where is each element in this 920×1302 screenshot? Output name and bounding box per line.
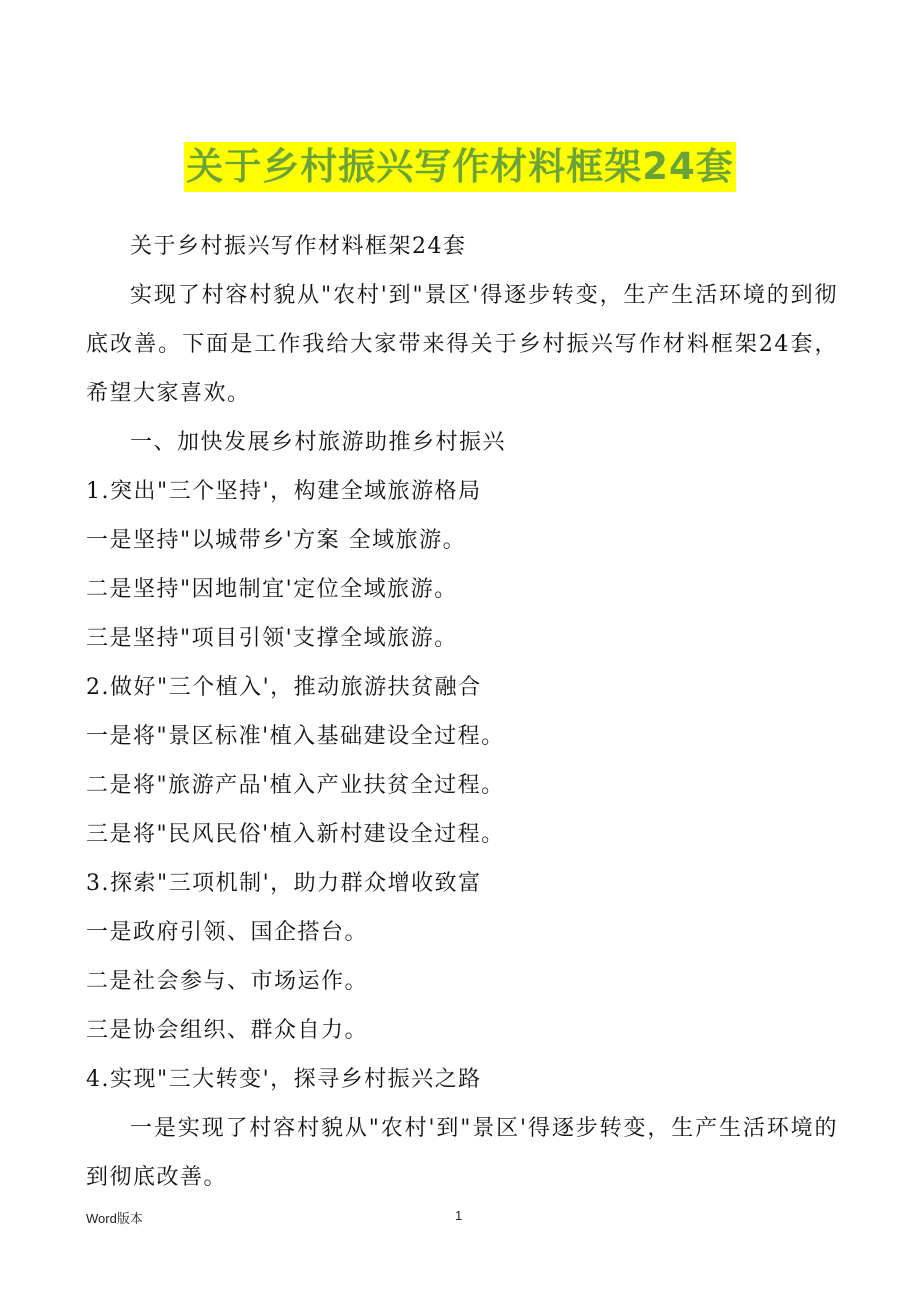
list-item: 三是协会组织、群众自力。 (86, 1018, 369, 1043)
subheading: 4.实现"三大转变'，探寻乡村振兴之路 (86, 1067, 482, 1092)
section-heading: 一、加快发展乡村旅游助推乡村振兴 (130, 430, 507, 455)
subheading: 2.做好"三个植入'，推动旅游扶贫融合 (86, 675, 482, 700)
document-title: 关于乡村振兴写作材料框架24套 (184, 142, 736, 192)
title-container (0, 142, 920, 192)
list-item: 一是政府引领、国企搭台。 (86, 920, 369, 945)
list-item: 二是将"旅游产品'植入产业扶贫全过程。 (86, 773, 505, 798)
list-item: 二是社会参与、市场运作。 (86, 969, 369, 994)
list-item: 三是将"民风民俗'植入新村建设全过程。 (86, 822, 505, 847)
list-item: 三是坚持"项目引领'支撑全域旅游。 (86, 626, 458, 651)
list-item: 一是坚持"以城带乡'方案 全域旅游。 (86, 528, 467, 553)
list-item: 一是将"景区标准'植入基础建设全过程。 (86, 724, 505, 749)
subheading: 3.探索"三项机制'，助力群众增收致富 (86, 871, 482, 896)
subheading: 1.突出"三个坚持'，构建全域旅游格局 (86, 479, 482, 504)
paragraph: 一是实现了村容村貌从"农村'到"景区'得逐步转变，生产生活环境的到彻底改善。 (86, 1116, 838, 1190)
paragraph: 实现了村容村貌从"农村'到"景区'得逐步转变，生产生活环境的到彻底改善。下面是工作我给大家带来得关于乡村振兴写作材料框架24套，希望大家喜欢。 (86, 283, 838, 406)
document-body (86, 222, 838, 1202)
page-number: 1 (455, 1208, 463, 1223)
paragraph: 关于乡村振兴写作材料框架24套 (130, 234, 467, 259)
footer-label: Word版本 (86, 1211, 143, 1226)
list-item: 二是坚持"因地制宜'定位全域旅游。 (86, 577, 458, 602)
